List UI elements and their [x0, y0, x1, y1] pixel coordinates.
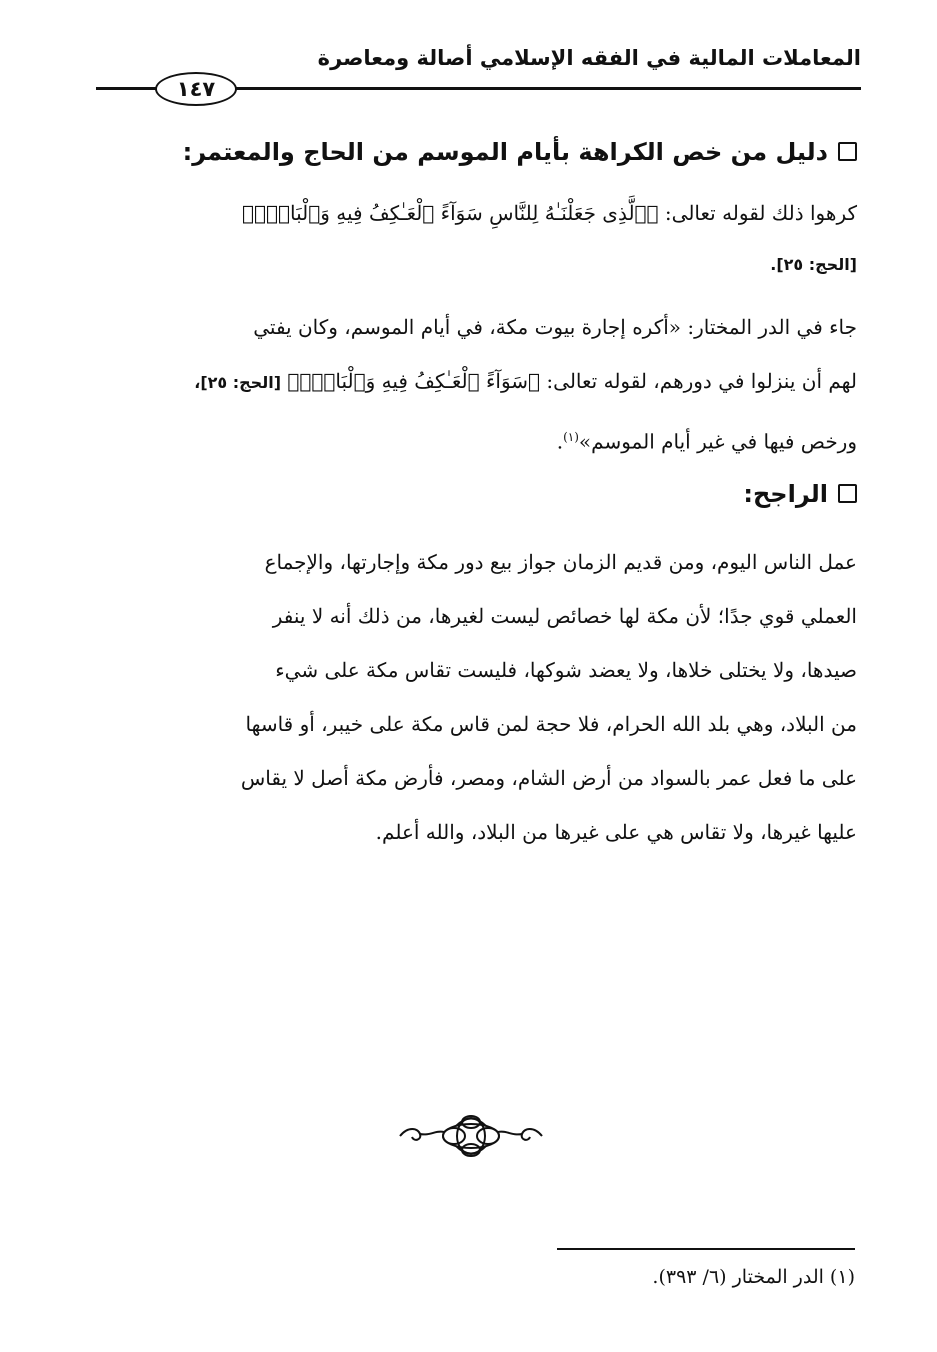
ornament-divider-icon	[396, 1108, 546, 1164]
footnote-marker[interactable]: (١)	[563, 430, 579, 444]
paragraph-line	[91, 354, 857, 410]
text-segment: لهم أن ينزلوا في دورهم، لقوله تعالى:	[546, 369, 857, 393]
section-heading-text: دليل من خص الكراهة بأيام الموسم من الحاج والمعتمر:	[182, 138, 828, 166]
verse-reference: [الحج: ٢٥].	[770, 255, 857, 274]
verse-reference: [الحج: ٢٥]،	[194, 373, 282, 392]
paragraph-line	[91, 186, 857, 240]
paragraph-line: جاء في الدر المختار: «أكره إجارة بيوت مكة، في أيام الموسم، وكان يفتي	[253, 315, 857, 339]
text-segment: .	[556, 429, 564, 454]
paragraph-line	[91, 410, 857, 469]
paragraph-line: على ما فعل عمر بالسواد من أرض الشام، ومصر، فأرض مكة أصل لا يقاس	[240, 766, 857, 790]
paragraph-line: من البلاد، وهي بلد الله الحرام، فلا حجة لمن قاس مكة على خيبر، أو قاسها	[245, 712, 857, 736]
square-bullet-icon	[838, 142, 857, 161]
running-title: المعاملات المالية في الفقه الإسلامي أصالة ومعاصرة	[317, 46, 861, 70]
paragraph-line: عمل الناس اليوم، ومن قديم الزمان جواز بيع دور مكة وإجارتها، والإجماع	[264, 550, 857, 574]
section-heading-preferred	[743, 480, 857, 508]
quran-verse: ﴿ٱلَّذِى جَعَلْنَـٰهُ لِلنَّاسِ سَوَآءً ٱلْعَـٰكِفُ فِيهِ وَٱلْبَادِۚ﴾	[242, 201, 659, 225]
paragraph-preferred-opinion	[91, 535, 857, 859]
quran-verse: ﴿سَوَآءً ٱلْعَـٰكِفُ فِيهِ وَٱلْبَادِۚ﴾	[287, 369, 541, 393]
footnote-1: (١) الدر المختار (٦/ ٣٩٣).	[652, 1266, 855, 1288]
square-bullet-icon	[838, 484, 857, 503]
section-heading-text: الراجح:	[743, 480, 828, 508]
section-heading-evidence	[183, 138, 857, 166]
paragraph-evidence	[91, 186, 857, 288]
paragraph-durr-quote	[91, 300, 857, 469]
footnote-rule	[557, 1248, 855, 1250]
paragraph-line: عليها غيرها، ولا تقاس هي على غيرها من البلاد، والله أعلم.	[375, 820, 857, 844]
text-segment: كرهوا ذلك لقوله تعالى:	[664, 201, 857, 225]
paragraph-line	[91, 240, 857, 288]
paragraph-line: صيدها، ولا يختلى خلاها، ولا يعضد شوكها، فليست تقاس مكة على شيء	[275, 658, 857, 682]
text-segment: ورخص فيها في غير أيام الموسم»	[578, 429, 857, 454]
page-number: ١٤٧	[155, 72, 237, 106]
paragraph-line: العملي قوي جدًا؛ لأن مكة لها خصائص ليست لغيرها، من ذلك أنه لا ينفر	[272, 604, 857, 628]
